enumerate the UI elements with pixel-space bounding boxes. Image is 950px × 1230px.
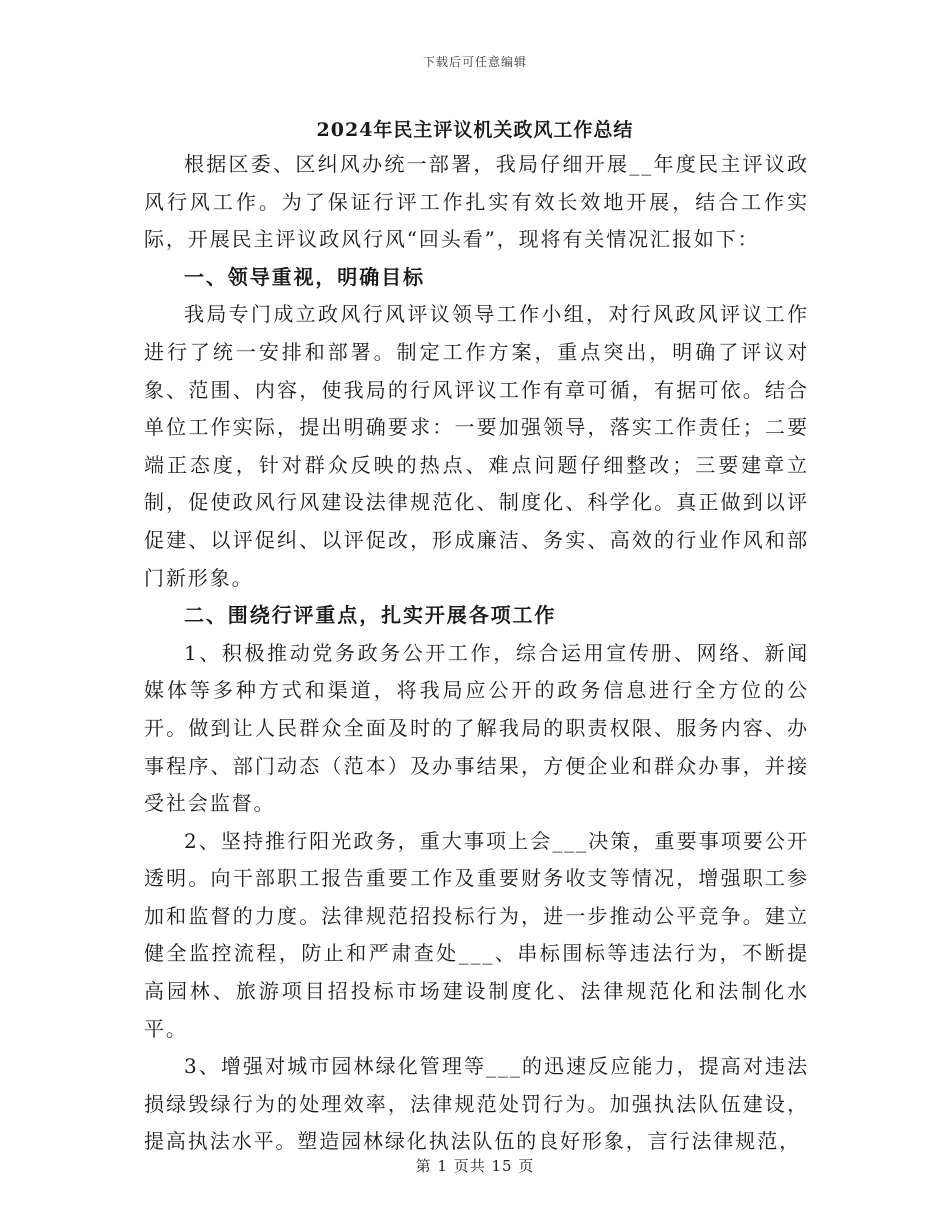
section-2-paragraph-2: 2、坚持推行阳光政务，重大事项上会___决策，重要事项要公开透明。向干部职工报告重要工作及重要财务收支等情况，增强职工参加和监督的力度。法律规范招投标行为，进一步推动公平竞争。建立健全监控流程，防止和严肃查处___、串标围标等违法行为，不断提高园林、旅游项目招投标市场建设制度化、法律规范化和法制化水平。: [144, 828, 809, 1041]
section-heading-1: 一、领导重视，明确目标: [184, 264, 425, 289]
page-number: 第 1 页共 15 页: [415, 1157, 535, 1175]
section-2-paragraph-3: 3、增强对城市园林绿化管理等___的迅速反应能力，提高对违法损绿毁绿行为的处理效率，法律规范处罚行为。加强执法队伍建设，提高执法水平。塑造园林绿化执法队伍的良好形象，言行法律规范，: [144, 1054, 809, 1154]
page-header-note: 下载后可任意编辑: [422, 55, 527, 69]
intro-paragraph: 根据区委、区纠风办统一部署，我局仔细开展__年度民主评议政风行风工作。为了保证行评工作扎实有效长效地开展，结合工作实际，开展民主评议政风行风“回头看”，现将有关情况汇报如下：: [144, 152, 809, 252]
section-1-paragraph-1: 我局专门成立政风行风评议领导工作小组，对行风政风评议工作进行了统一安排和部署。制定工作方案，重点突出，明确了评议对象、范围、内容，使我局的行风评议工作有章可循，有据可依。结合单位工作实际，提出明确要求：一要加强领导，落实工作责任；二要端正态度，针对群众反映的热点、难点问题仔细整改；三要建章立制，促使政风行风建设法律规范化、制度化、科学化。真正做到以评促建、以评促纠、以评促改，形成廉洁、务实、高效的行业作风和部门新形象。: [144, 302, 809, 590]
document-title: 2024年民主评议机关政风工作总结: [316, 119, 634, 141]
document-body: [144, 146, 809, 1161]
section-2-paragraph-1: 1、积极推动党务政务公开工作，综合运用宣传册、网络、新闻媒体等多种方式和渠道，将我局应公开的政务信息进行全方位的公开。做到让人民群众全面及时的了解我局的职责权限、服务内容、办事程序、部门动态（范本）及办事结果，方便企业和群众办事，并接受社会监督。: [144, 640, 809, 816]
section-heading-2: 二、围绕行评重点，扎实开展各项工作: [184, 603, 557, 628]
